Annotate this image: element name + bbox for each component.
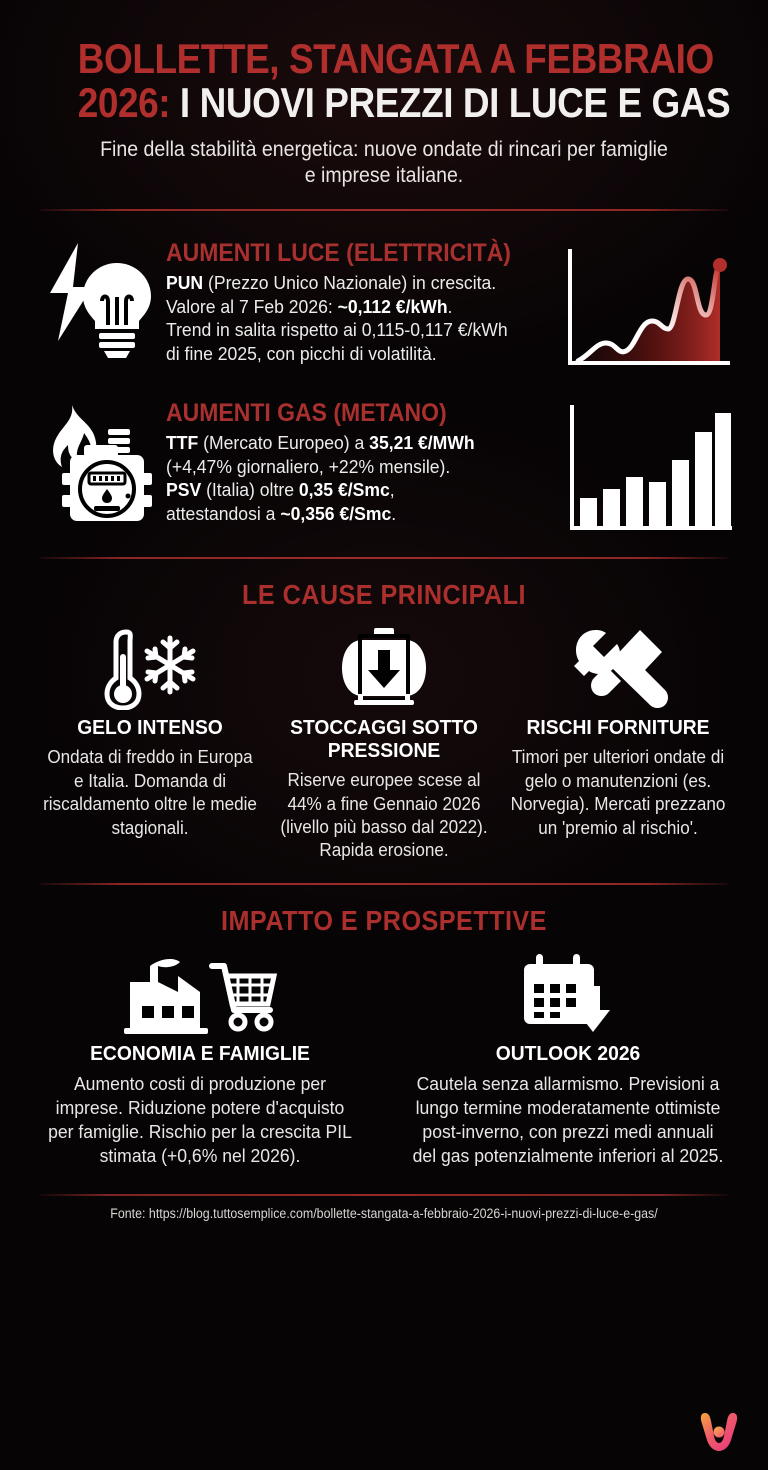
title-line-1-text: BOLLETTE, STANGATA A FEBBRAIO	[77, 35, 714, 82]
divider-footer	[40, 1194, 728, 1196]
electricity-text: PUN (Prezzo Unico Nazionale) in crescita. Valore al 7 Feb 2026: ~0,112 €/kWh. Trend in salita rispetto ai 0,115-0,117 €/kWh di fine 2025, con picchi di volatilità.	[166, 272, 508, 364]
impact-text-economia: Aumento costi di produzione per imprese. Riduzione potere d'acquisto per famiglie. Rischio per la crescita PIL stimata (+0,6% nel 2026).	[48, 1072, 352, 1166]
title-line-2	[77, 79, 731, 127]
cause-icon-stoccaggi	[270, 625, 498, 711]
gas-block	[36, 391, 732, 531]
cause-title-gelo: GELO INTENSO	[77, 716, 223, 740]
shopping-cart-icon	[212, 966, 274, 1029]
impact-title-economia: ECONOMIA E FAMIGLIE	[90, 1041, 310, 1065]
electricity-icon-group	[44, 237, 156, 359]
impact-title-outlook: OUTLOOK 2026	[495, 1041, 641, 1065]
impact-card-outlook	[404, 951, 732, 1168]
electricity-block	[36, 231, 732, 369]
divider-impact	[40, 883, 728, 885]
cause-title-forniture: RISCHI FORNITURE	[526, 716, 710, 740]
gas-price-bar-chart	[560, 397, 732, 529]
causes-section-title: LE CAUSE PRINCIPALI	[242, 579, 526, 611]
source-link[interactable]: Fonte: https://blog.tuttosemplice.com/bollette-stangata-a-febbraio-2026-i-nuovi-prezzi-di-luce-e-gas/	[110, 1205, 658, 1221]
title-line-1	[77, 35, 714, 82]
cause-text-stoccaggi: Riserve europee scese al 44% a fine Gennaio 2026 (livello più basso dal 2022). Rapida erosione.	[280, 770, 488, 861]
impact-card-grid	[36, 951, 732, 1168]
title-line-2-text: I NUOVI PREZZI DI LUCE E GAS	[179, 79, 731, 127]
factory-icon	[124, 959, 208, 1034]
light-bulb-icon	[83, 263, 151, 358]
gas-heading: AUMENTI GAS (METANO)	[166, 399, 447, 428]
cause-card-stoccaggi	[270, 625, 498, 862]
cause-card-gelo	[36, 625, 264, 862]
electricity-trend-chart	[560, 237, 732, 369]
divider-causes	[40, 557, 728, 559]
title-year-text: 2026:	[77, 79, 171, 127]
subtitle: Fine della stabilità energetica: nuove ondate di rincari per famiglie e imprese italiane.	[100, 138, 668, 188]
electricity-text-group	[166, 237, 550, 365]
cause-icon-gelo	[36, 625, 264, 711]
cause-card-forniture	[504, 625, 732, 862]
electricity-heading: AUMENTI LUCE (ELETTRICITÀ)	[166, 239, 511, 268]
impact-card-economia	[36, 951, 364, 1168]
divider-top	[40, 209, 728, 211]
cause-title-stoccaggi: STOCCAGGI SOTTO PRESSIONE	[290, 716, 478, 763]
impact-text-outlook: Cautela senza allarmismo. Previsioni a lungo termine moderatamente ottimiste post-inverno, con prezzi medi annuali del gas potenzialmente inferiori al 2025.	[412, 1072, 724, 1166]
thermometer-icon	[107, 632, 139, 708]
gas-icon-group	[44, 397, 156, 531]
causes-card-grid	[36, 625, 732, 862]
brand-logo-u	[698, 1408, 740, 1452]
cause-icon-forniture	[504, 625, 732, 711]
gas-text: TTF (Mercato Europeo) a 35,21 €/MWh (+4,47% giornaliero, +22% mensile). PSV (Italia) oltre 0,35 €/Smc, attestandosi a ~0,356 €/Smc.	[166, 432, 475, 524]
cause-text-gelo: Ondata di freddo in Europa e Italia. Domanda di riscaldamento oltre le medie stagionali.	[43, 747, 257, 838]
impact-icon-outlook	[404, 951, 732, 1037]
cause-text-forniture: Timori per ulteriori ondate di gelo o manutenzioni (es. Norvegia). Mercati prezzano un 'premio al rischio'.	[510, 747, 726, 838]
gas-text-group	[166, 397, 550, 525]
impact-icon-economia	[36, 951, 364, 1037]
header-block	[36, 0, 732, 189]
impact-section-title: IMPATTO E PROSPETTIVE	[221, 904, 547, 936]
snowflake-icon	[147, 638, 193, 692]
